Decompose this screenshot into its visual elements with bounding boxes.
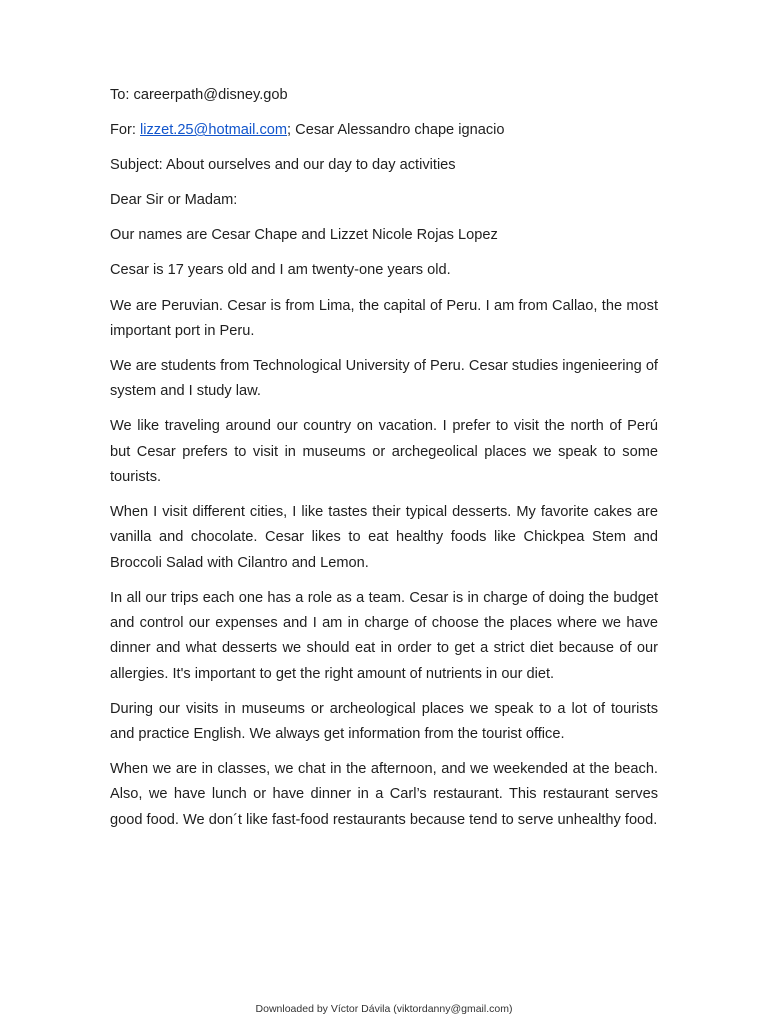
paragraph-origin: We are Peruvian. Cesar is from Lima, the capital of Peru. I am from Callao, the most important port in Peru. bbox=[110, 297, 658, 339]
paragraph-studies: We are students from Technological University of Peru. Cesar studies ingenieering of system and I study law. bbox=[110, 357, 658, 400]
paragraph-travel: We like traveling around our country on vacation. I prefer to visit the north of Perú but Cesar prefers to visit in museums or archegeolical places we speak to some tourists. bbox=[110, 418, 658, 485]
for-separator: ; bbox=[287, 122, 292, 139]
for-label: For: bbox=[110, 122, 136, 139]
for-email-link[interactable]: lizzet.25@hotmail.com bbox=[140, 122, 288, 139]
to-label: To: bbox=[110, 87, 130, 103]
paragraph-roles: In all our trips each one has a role as a team. Cesar is in charge of doing the budget and control our expenses and I am in charge of choose the places where we have dinner and what desserts we should eat in order to get a strict diet because of our allergies. It's important to get the right amount of nutrients in our diet. bbox=[110, 589, 658, 682]
for-name: Cesar Alessandro chape ignacio bbox=[295, 122, 505, 139]
paragraph-museums: During our visits in museums or archeological places we speak to a lot of tourists and practice English. We always get information from the tourist office. bbox=[110, 700, 658, 742]
subject-label: Subject: bbox=[110, 157, 163, 174]
download-footer: Downloaded by Víctor Dávila (viktordanny@gmail.com) bbox=[255, 1003, 513, 1015]
subject-value: About ourselves and our day to day activities bbox=[165, 157, 456, 174]
for-line bbox=[110, 118, 658, 143]
salutation: Dear Sir or Madam: bbox=[110, 192, 238, 209]
to-line bbox=[110, 83, 658, 108]
paragraph-ages: Cesar is 17 years old and I am twenty-one years old. bbox=[110, 262, 451, 279]
to-address: careerpath@disney.gob bbox=[133, 87, 288, 103]
paragraph-classes: When we are in classes, we chat in the afternoon, and we weekended at the beach. Also, we have lunch or have dinner in a Carl’s restaurant. This restaurant serves good food. We don´t like fast-food restaurants because tend to serve unhealthy food. bbox=[110, 761, 658, 828]
letter-page bbox=[110, 83, 658, 843]
subject-line bbox=[110, 153, 658, 178]
paragraph-names: Our names are Cesar Chape and Lizzet Nicole Rojas Lopez bbox=[110, 227, 498, 244]
paragraph-food: When I visit different cities, I like tastes their typical desserts. My favorite cakes are vanilla and chocolate. Cesar likes to eat healthy foods like Chickpea Stem and Broccoli Salad with Cilantro and Lemon. bbox=[110, 504, 658, 571]
